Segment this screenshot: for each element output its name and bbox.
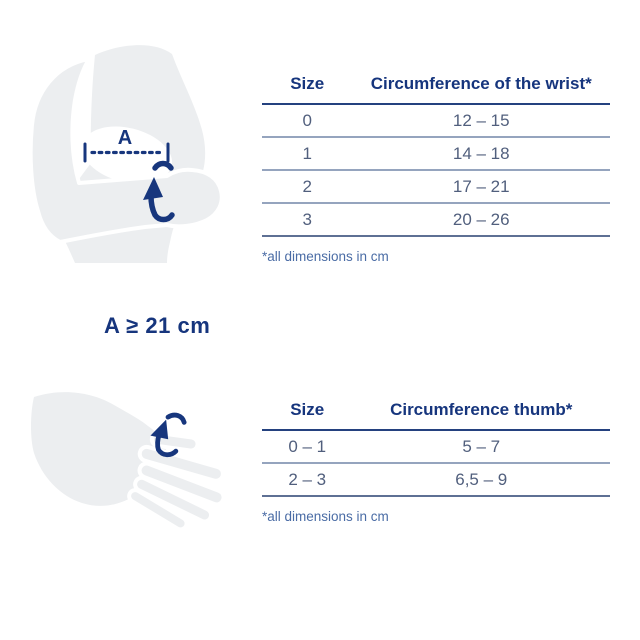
size-cell: 0 xyxy=(262,104,352,137)
size-cell: 2 – 3 xyxy=(262,463,352,496)
thumb-header-circumference: Circumference thumb* xyxy=(352,394,610,430)
arm-wrist-measurement-illustration xyxy=(15,45,245,265)
thumb-table-header-row xyxy=(262,394,610,430)
measure-label-a: A xyxy=(117,127,133,149)
circumference-cell: 12 – 15 xyxy=(352,104,610,137)
circumference-cell: 6,5 – 9 xyxy=(352,463,610,496)
table-row xyxy=(262,137,610,170)
dimensions-footnote: *all dimensions in cm xyxy=(262,509,389,524)
hand-thumb-measurement-illustration xyxy=(10,385,245,550)
thumb-header-size: Size xyxy=(262,394,352,430)
table-row xyxy=(262,430,610,463)
circumference-cell: 17 – 21 xyxy=(352,170,610,203)
table-row xyxy=(262,104,610,137)
thumb-size-table-section xyxy=(262,394,610,524)
size-cell: 1 xyxy=(262,137,352,170)
forearm-length-note: A ≥ 21 cm xyxy=(104,313,211,338)
wrist-header-circumference: Circumference of the wrist* xyxy=(352,68,610,104)
thumb-size-table xyxy=(262,394,610,497)
table-row xyxy=(262,170,610,203)
size-cell: 3 xyxy=(262,203,352,236)
circumference-cell: 5 – 7 xyxy=(352,430,610,463)
circumference-cell: 14 – 18 xyxy=(352,137,610,170)
fingers-silhouette xyxy=(127,445,226,531)
size-cell: 0 – 1 xyxy=(262,430,352,463)
dimensions-footnote: *all dimensions in cm xyxy=(262,249,389,264)
table-row xyxy=(262,203,610,236)
wrist-table-header-row xyxy=(262,68,610,104)
wrist-header-size: Size xyxy=(262,68,352,104)
circumference-cell: 20 – 26 xyxy=(352,203,610,236)
wrist-size-table-section xyxy=(262,68,610,264)
size-cell: 2 xyxy=(262,170,352,203)
wrist-size-table xyxy=(262,68,610,237)
table-row xyxy=(262,463,610,496)
